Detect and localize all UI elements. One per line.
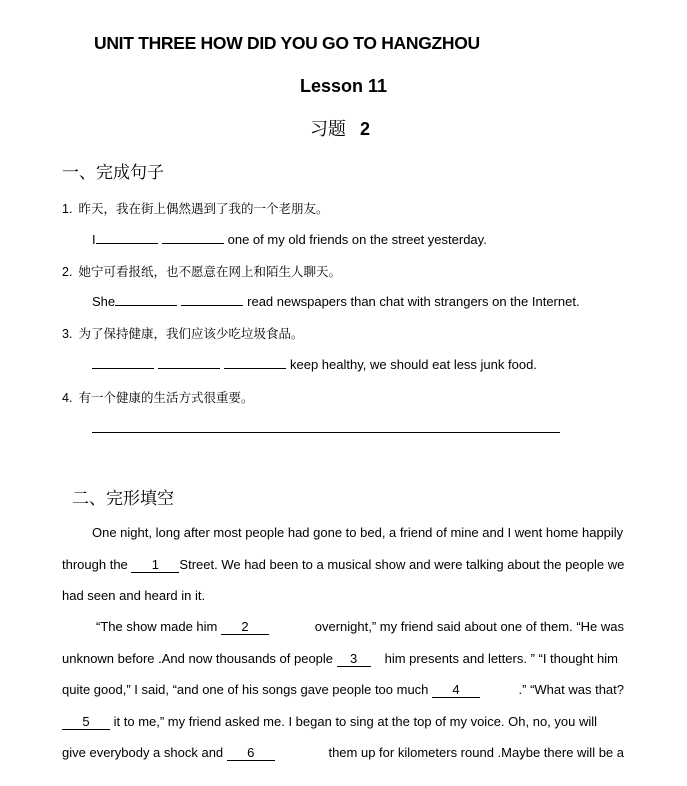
- answer-line-1: [92, 231, 487, 247]
- answer-line-4[interactable]: [92, 432, 560, 433]
- answer-blank[interactable]: [115, 293, 177, 306]
- unit-title: UNIT THREE HOW DID YOU GO TO HANGZHOU: [94, 33, 480, 53]
- answer-blank[interactable]: [92, 356, 154, 369]
- passage-text: through the: [62, 557, 128, 572]
- passage-text: give everybody a shock and: [62, 745, 224, 760]
- passage-text: “The show made him: [96, 619, 218, 634]
- question-chinese: 有一个健康的生活方式很重要。: [78, 390, 254, 405]
- passage-text: him presents and letters. ” “I thought him: [384, 651, 618, 666]
- cloze-blank-3[interactable]: 3: [337, 651, 371, 667]
- question-1: [62, 199, 328, 217]
- cloze-blank-5[interactable]: 5: [62, 714, 110, 730]
- question-3: [62, 324, 303, 342]
- passage-text: it to me,” my friend asked me. I began to sing at the top of my voice. Oh, no, you will: [113, 714, 598, 729]
- question-number: 2.: [62, 265, 73, 279]
- answer-blank[interactable]: [224, 356, 286, 369]
- passage-text: [62, 651, 371, 667]
- passage-line-2: [62, 557, 624, 573]
- lesson-title: Lesson 11: [299, 76, 388, 96]
- cloze-blank-4[interactable]: 4: [432, 682, 480, 698]
- passage-text: One night, long after most people had gone to bed, a friend of mine and I went home happily: [92, 525, 624, 540]
- passage-text: Street. We had been to a musical show and were talking about the people we: [179, 557, 625, 572]
- question-chinese: 昨天，我在街上偶然遇到了我的一个老朋友。: [78, 201, 329, 216]
- passage-line-1: [92, 525, 624, 540]
- exercise-label: 习题: [310, 119, 346, 140]
- question-number: 1.: [62, 202, 73, 216]
- exercise-title: [310, 115, 370, 141]
- passage-text: overnight,” my friend said about one of them. “He was: [314, 619, 624, 634]
- cloze-blank-1[interactable]: 1: [131, 557, 179, 573]
- answer-blank[interactable]: [96, 231, 158, 244]
- answer-tail: read newspapers than chat with strangers on the Internet.: [247, 294, 580, 309]
- section1-heading: 一、完成句子: [62, 163, 164, 183]
- cloze-blank-2[interactable]: 2: [221, 619, 269, 635]
- passage-text: them up for kilometers round .Maybe there will be a: [328, 745, 624, 760]
- answer-tail: one of my old friends on the street yesterday.: [227, 232, 487, 247]
- answer-lead: She: [92, 294, 116, 309]
- exercise-number: 2: [360, 119, 371, 139]
- passage-line-5: [62, 651, 618, 667]
- passage-text: [62, 682, 480, 698]
- question-2: [62, 262, 341, 280]
- question-4: [62, 388, 253, 406]
- answer-tail: keep healthy, we should eat less junk food.: [290, 357, 537, 372]
- passage-line-3: [62, 588, 624, 603]
- passage-line-6: [62, 682, 624, 698]
- passage-line-4: [96, 619, 624, 635]
- answer-line-2: [92, 293, 580, 309]
- answer-blank[interactable]: [162, 231, 224, 244]
- answer-lead: I: [92, 232, 96, 247]
- passage-text: [62, 745, 275, 761]
- answer-blank[interactable]: [181, 293, 243, 306]
- passage-text: had seen and heard in it.: [62, 588, 206, 603]
- answer-line-3: [92, 356, 537, 372]
- question-number: 4.: [62, 391, 73, 405]
- passage-text: quite good,” I said, “and one of his songs gave people too much: [62, 682, 429, 697]
- cloze-blank-6[interactable]: 6: [227, 745, 275, 761]
- section2-heading: 二、完形填空: [72, 489, 174, 509]
- question-chinese: 为了保持健康，我们应该少吃垃圾食品。: [78, 326, 304, 341]
- passage-line-8: [62, 745, 624, 761]
- question-number: 3.: [62, 327, 73, 341]
- passage-text: .” “What was that?: [518, 682, 624, 697]
- passage-text: [96, 619, 269, 635]
- passage-text: [62, 557, 179, 573]
- passage-line-7: [62, 714, 618, 730]
- answer-blank[interactable]: [158, 356, 220, 369]
- question-chinese: 她宁可看报纸，也不愿意在网上和陌生人聊天。: [78, 264, 341, 279]
- passage-text: unknown before .And now thousands of people: [62, 651, 334, 666]
